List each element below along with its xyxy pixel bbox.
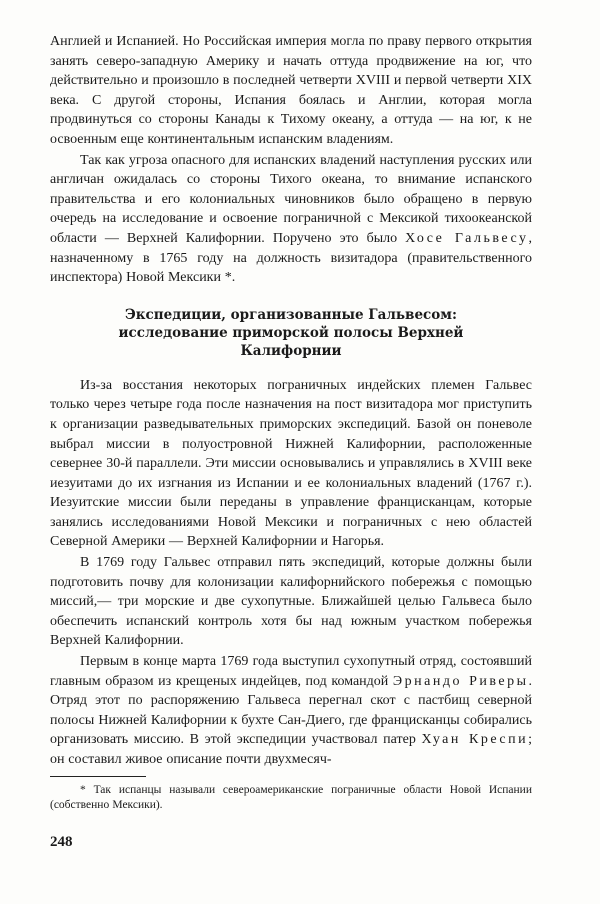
paragraph-4: В 1769 году Гальвес отправил пять экспедиций, которые должны были подготовить почву для колонизации калифорнийского побережья с помощью миссий,— три морские и две сухопутные. Ближайшей целью Гальвеса было обеспечить испанский контроль хотя бы над южным участком побережья Верхней Калифорнии. — [50, 555, 532, 649]
section-heading — [70, 306, 512, 360]
paragraph-3: Из-за восстания некоторых пограничных индейских племен Гальвес только через четыре года после назначения на пост визитадора мог приступить к организации разведывательных приморских экспедиций. Базой он поневоле выбрал миссии в полуостровной Нижней Калифорнии, расположенные севернее 30-й параллели. Эти миссии основывались и управлялись в XVIII веке иезуитами до их изгнания из Испании и ее колониальных владений (1767 г.). Иезуитские миссии были переданы в управление францисканцам, которые занялись исследованиями Новой Мексики и пограничных с нею областей Северной Америки — Верхней Калифорнии и Нагорья. — [50, 377, 532, 550]
heading-line-2: исследование приморской полосы Верхней — [118, 324, 464, 341]
paragraph-5-text-b: . Отряд этот по распоряжению Гальвеса перегнал скот с пастбищ северной полосы Нижней Калифорнии к бухте Сан-Диего, где францисканцы собирались организовать миссию. В этой экспедиции участвовал патер — [50, 673, 533, 748]
footnote: * Так испанцы называли североамериканские пограничные области Новой Испании (собственно Мексики). — [50, 783, 532, 811]
name-galves: Хосе Гальвесу — [405, 230, 529, 246]
name-rivera: Эрнандо Риверы — [392, 673, 529, 689]
heading-line-3: Калифорнии — [240, 342, 342, 359]
name-crespi: Хуан Креспи — [421, 732, 529, 748]
paragraph-5-text-a: Первым в конце марта 1769 года выступил сухопутный отряд, состоявший главным образом из крещеных индейцев, под командой — [50, 654, 532, 689]
paragraph-2 — [50, 151, 532, 288]
heading-line-1: Экспедиции, организованные Гальвесом: — [125, 306, 457, 323]
paragraph-2-text-a: Так как угроза опасного для испанских владений наступления русских или англичан ожидалась со стороны Тихого океана, то внимание испанского правительства и его колониальных чиновников было обращено в первую очередь на исследование и освоение пограничной с Мексикой тихоокеанской области — Верхней Калифорнии. Поручено это было — [50, 152, 532, 246]
page-number: 248 — [50, 834, 73, 850]
footnote-rule — [50, 776, 146, 777]
text-column — [50, 32, 532, 813]
paragraph-5-text-c: ; он составил живое описание почти двухмесяч- — [50, 732, 532, 767]
paragraph-5 — [50, 652, 532, 770]
paragraph-2-text-b: , назначенному в 1765 году на должность визитадора (правительственного инспектора) Новой Мексики *. — [50, 230, 532, 286]
footnote-block — [50, 783, 532, 813]
paragraph-1: Англией и Испанией. Но Российская империя могла по праву первого открытия занять северо-западную Америку и начать оттуда продвижение на юг, что действительно и произошло в последней четверти XVIII и первой четверти XIX века. С другой стороны, Испания боялась и Англии, которая могла продвинуться со стороны Канады к Тихому океану, а оттуда — на юг, к не освоенным еще континентальным испанским владениям. — [50, 34, 532, 147]
